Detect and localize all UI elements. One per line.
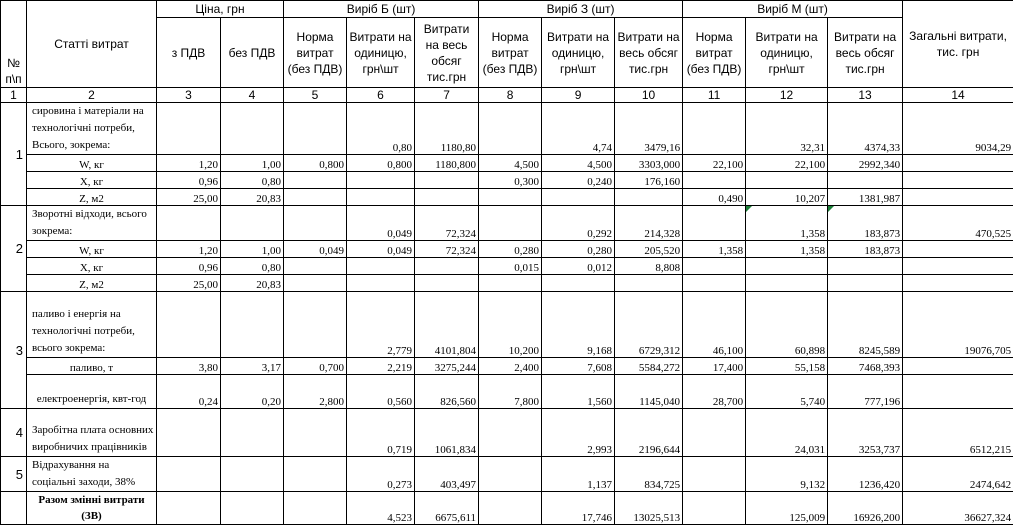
value-cell: 1145,040	[615, 375, 683, 409]
column-number-row	[1, 88, 1013, 103]
sub-row	[1, 189, 1013, 206]
value-cell	[284, 457, 347, 492]
sub-label: X, кг	[27, 172, 157, 189]
value-cell: 24,031	[746, 409, 828, 457]
value-cell	[542, 275, 615, 292]
value-cell	[157, 206, 221, 241]
value-cell: 0,800	[284, 155, 347, 172]
value-cell: 4,74	[542, 103, 615, 155]
header-per-unit: Витрати на одиницю, грн\шт	[746, 18, 828, 88]
column-number: 10	[615, 88, 683, 103]
value-cell: 5,740	[746, 375, 828, 409]
value-cell: 1061,834	[415, 409, 479, 457]
value-cell	[221, 292, 284, 358]
value-cell: 72,324	[415, 206, 479, 241]
sub-label: паливо, т	[27, 358, 157, 375]
value-cell: 2,400	[479, 358, 542, 375]
value-cell: 20,83	[221, 189, 284, 206]
section-label: сировина і матеріали на технологічні потреби, Всього, зокрема:	[27, 103, 157, 155]
header-no: № п\п	[1, 1, 27, 88]
value-cell	[828, 275, 903, 292]
value-cell: 3253,737	[828, 409, 903, 457]
total-row	[1, 492, 1013, 525]
value-cell: 17,746	[542, 492, 615, 525]
value-cell	[415, 275, 479, 292]
total-no	[1, 492, 27, 525]
value-cell: 4,523	[347, 492, 415, 525]
column-number: 9	[542, 88, 615, 103]
value-cell: 0,049	[284, 241, 347, 258]
section-label: паливо і енергія на технологічні потреби, всього зокрема:	[27, 292, 157, 358]
value-cell: 1381,987	[828, 189, 903, 206]
value-cell	[479, 189, 542, 206]
sub-row	[1, 155, 1013, 172]
value-cell	[157, 103, 221, 155]
value-cell: 46,100	[683, 292, 746, 358]
value-cell	[903, 155, 1013, 172]
value-cell: 10,207	[746, 189, 828, 206]
value-cell: 7,800	[479, 375, 542, 409]
header-total-volume: Витрати на весь обсяг тис.грн	[415, 18, 479, 88]
header-group-3: Виріб М (шт)	[683, 1, 903, 18]
value-cell: 826,560	[415, 375, 479, 409]
value-cell: 2,993	[542, 409, 615, 457]
sub-label: W, кг	[27, 241, 157, 258]
value-cell: 7468,393	[828, 358, 903, 375]
value-cell	[746, 275, 828, 292]
value-cell: 0,240	[542, 172, 615, 189]
value-cell	[221, 103, 284, 155]
value-cell: 0,96	[157, 258, 221, 275]
value-cell: 6729,312	[615, 292, 683, 358]
value-cell	[284, 292, 347, 358]
value-cell	[157, 292, 221, 358]
value-cell: 3,80	[157, 358, 221, 375]
value-cell	[683, 258, 746, 275]
column-number: 5	[284, 88, 347, 103]
value-cell	[284, 492, 347, 525]
value-cell: 25,00	[157, 189, 221, 206]
value-cell: 4,500	[479, 155, 542, 172]
value-cell	[347, 258, 415, 275]
value-cell: 3479,16	[615, 103, 683, 155]
value-cell: 55,158	[746, 358, 828, 375]
value-cell: 2992,340	[828, 155, 903, 172]
column-number: 2	[27, 88, 157, 103]
header-total: Загальні витрати, тис. грн	[903, 1, 1013, 88]
value-cell: 7,608	[542, 358, 615, 375]
value-cell: 0,96	[157, 172, 221, 189]
sub-label: Z, м2	[27, 189, 157, 206]
value-cell: 9034,29	[903, 103, 1013, 155]
value-cell: 17,400	[683, 358, 746, 375]
value-cell: 0,012	[542, 258, 615, 275]
column-number: 12	[746, 88, 828, 103]
header-total-volume: Витрати на весь обсяг тис.грн	[828, 18, 903, 88]
value-cell	[683, 492, 746, 525]
value-cell: 8,808	[615, 258, 683, 275]
header-total-volume: Витрати на весь обсяг тис.грн	[615, 18, 683, 88]
value-cell	[221, 492, 284, 525]
value-cell	[347, 189, 415, 206]
value-cell	[746, 258, 828, 275]
column-number: 4	[221, 88, 284, 103]
value-cell	[157, 409, 221, 457]
value-cell: 25,00	[157, 275, 221, 292]
header-price-group: Ціна, грн	[157, 1, 284, 18]
value-cell: 72,324	[415, 241, 479, 258]
value-cell	[828, 172, 903, 189]
value-cell: 1236,420	[828, 457, 903, 492]
value-cell	[284, 103, 347, 155]
value-cell: 3,17	[221, 358, 284, 375]
value-cell	[542, 189, 615, 206]
value-cell	[903, 258, 1013, 275]
value-cell: 6512,215	[903, 409, 1013, 457]
value-cell	[903, 358, 1013, 375]
section-row	[1, 206, 1013, 241]
header-per-unit: Витрати на одиницю, грн\шт	[542, 18, 615, 88]
section-label: Заробітна плата основних виробничих працівників	[27, 409, 157, 457]
value-cell: 28,700	[683, 375, 746, 409]
value-cell: 8245,589	[828, 292, 903, 358]
value-cell	[683, 103, 746, 155]
value-cell: 205,520	[615, 241, 683, 258]
value-cell: 0,292	[542, 206, 615, 241]
sub-label: X, кг	[27, 258, 157, 275]
sub-row	[1, 375, 1013, 409]
value-cell: 0,20	[221, 375, 284, 409]
header-row-1	[1, 1, 1013, 18]
value-cell: 0,300	[479, 172, 542, 189]
section-number: 2	[1, 206, 27, 292]
value-cell	[347, 275, 415, 292]
value-cell	[479, 275, 542, 292]
section-row	[1, 292, 1013, 358]
value-cell: 0,490	[683, 189, 746, 206]
section-label: Зворотні відходи, всього зокрема:	[27, 206, 157, 241]
section-label: Відрахування на соціальні заходи, 38%	[27, 457, 157, 492]
column-number: 14	[903, 88, 1013, 103]
sub-label: Z, м2	[27, 275, 157, 292]
value-cell	[415, 189, 479, 206]
value-cell: 1,00	[221, 241, 284, 258]
value-cell: 0,24	[157, 375, 221, 409]
value-cell	[683, 275, 746, 292]
value-cell: 125,009	[746, 492, 828, 525]
value-cell: 0,273	[347, 457, 415, 492]
value-cell	[479, 206, 542, 241]
value-cell: 16926,200	[828, 492, 903, 525]
column-number: 11	[683, 88, 746, 103]
value-cell	[903, 172, 1013, 189]
total-label: Разом змінні витрати (ЗВ)	[27, 492, 157, 525]
value-cell: 1180,800	[415, 155, 479, 172]
value-cell: 19076,705	[903, 292, 1013, 358]
value-cell: 22,100	[683, 155, 746, 172]
header-per-unit: Витрати на одиницю, грн\шт	[347, 18, 415, 88]
value-cell: 834,725	[615, 457, 683, 492]
column-number: 6	[347, 88, 415, 103]
value-cell: 1,358	[746, 241, 828, 258]
value-cell	[683, 172, 746, 189]
value-cell: 176,160	[615, 172, 683, 189]
value-cell	[284, 258, 347, 275]
section-row	[1, 409, 1013, 457]
sub-row	[1, 258, 1013, 275]
value-cell: 214,328	[615, 206, 683, 241]
value-cell	[415, 172, 479, 189]
value-cell	[284, 206, 347, 241]
header-group-1: Виріб Б (шт)	[284, 1, 479, 18]
value-cell	[221, 409, 284, 457]
header-item: Статті витрат	[27, 1, 157, 88]
value-cell	[903, 241, 1013, 258]
value-cell	[615, 275, 683, 292]
value-cell: 1,20	[157, 241, 221, 258]
sub-row	[1, 358, 1013, 375]
value-cell: 777,196	[828, 375, 903, 409]
column-number: 1	[1, 88, 27, 103]
value-cell: 0,049	[347, 206, 415, 241]
value-cell: 9,132	[746, 457, 828, 492]
value-cell: 0,049	[347, 241, 415, 258]
value-cell	[828, 258, 903, 275]
value-cell: 0,280	[479, 241, 542, 258]
value-cell: 1,00	[221, 155, 284, 172]
value-cell: 0,015	[479, 258, 542, 275]
value-cell: 0,719	[347, 409, 415, 457]
section-row	[1, 103, 1013, 155]
sub-label: електроенергія, квт-год	[27, 375, 157, 409]
value-cell: 0,800	[347, 155, 415, 172]
column-number: 13	[828, 88, 903, 103]
section-number: 4	[1, 409, 27, 457]
value-cell: 20,83	[221, 275, 284, 292]
value-cell: 1,560	[542, 375, 615, 409]
value-cell: 1,358	[683, 241, 746, 258]
value-cell	[479, 457, 542, 492]
value-cell: 0,560	[347, 375, 415, 409]
value-cell: 6675,611	[415, 492, 479, 525]
value-cell	[903, 375, 1013, 409]
value-cell	[479, 492, 542, 525]
sub-row	[1, 172, 1013, 189]
header-norm: Норма витрат (без ПДВ)	[284, 18, 347, 88]
value-cell	[284, 275, 347, 292]
value-cell: 0,80	[221, 172, 284, 189]
value-cell: 183,873	[828, 241, 903, 258]
value-cell	[157, 492, 221, 525]
value-cell: 1,358	[746, 206, 828, 241]
header-norm: Норма витрат (без ПДВ)	[479, 18, 542, 88]
value-cell: 13025,513	[615, 492, 683, 525]
value-cell: 3303,000	[615, 155, 683, 172]
section-row	[1, 457, 1013, 492]
value-cell: 10,200	[479, 292, 542, 358]
column-number: 8	[479, 88, 542, 103]
value-cell: 4374,33	[828, 103, 903, 155]
value-cell: 22,100	[746, 155, 828, 172]
value-cell: 1,137	[542, 457, 615, 492]
value-cell: 2,219	[347, 358, 415, 375]
section-number: 1	[1, 103, 27, 206]
sub-label: W, кг	[27, 155, 157, 172]
value-cell	[683, 457, 746, 492]
value-cell: 32,31	[746, 103, 828, 155]
header-price-vat: з ПДВ	[157, 18, 221, 88]
value-cell: 60,898	[746, 292, 828, 358]
value-cell: 0,80	[221, 258, 284, 275]
value-cell: 0,700	[284, 358, 347, 375]
value-cell	[903, 275, 1013, 292]
value-cell: 2,779	[347, 292, 415, 358]
value-cell	[615, 189, 683, 206]
value-cell	[157, 457, 221, 492]
value-cell	[683, 206, 746, 241]
sub-row	[1, 275, 1013, 292]
value-cell: 183,873	[828, 206, 903, 241]
value-cell	[347, 172, 415, 189]
value-cell: 470,525	[903, 206, 1013, 241]
value-cell: 1,20	[157, 155, 221, 172]
value-cell: 0,280	[542, 241, 615, 258]
value-cell	[479, 103, 542, 155]
value-cell	[903, 189, 1013, 206]
value-cell	[221, 206, 284, 241]
column-number: 3	[157, 88, 221, 103]
sub-row	[1, 241, 1013, 258]
value-cell: 403,497	[415, 457, 479, 492]
header-norm: Норма витрат (без ПДВ)	[683, 18, 746, 88]
value-cell: 2474,642	[903, 457, 1013, 492]
section-number: 3	[1, 292, 27, 409]
value-cell: 4,500	[542, 155, 615, 172]
value-cell: 1180,80	[415, 103, 479, 155]
value-cell	[683, 409, 746, 457]
header-group-2: Виріб З (шт)	[479, 1, 683, 18]
value-cell	[284, 189, 347, 206]
header-price-novat: без ПДВ	[221, 18, 284, 88]
column-number: 7	[415, 88, 479, 103]
value-cell: 4101,804	[415, 292, 479, 358]
value-cell: 0,80	[347, 103, 415, 155]
value-cell: 2,800	[284, 375, 347, 409]
value-cell	[284, 409, 347, 457]
value-cell: 9,168	[542, 292, 615, 358]
value-cell: 36627,324	[903, 492, 1013, 525]
value-cell: 5584,272	[615, 358, 683, 375]
value-cell	[746, 172, 828, 189]
value-cell: 2196,644	[615, 409, 683, 457]
value-cell: 3275,244	[415, 358, 479, 375]
value-cell	[284, 172, 347, 189]
value-cell	[221, 457, 284, 492]
value-cell	[415, 258, 479, 275]
section-number: 5	[1, 457, 27, 492]
value-cell	[479, 409, 542, 457]
